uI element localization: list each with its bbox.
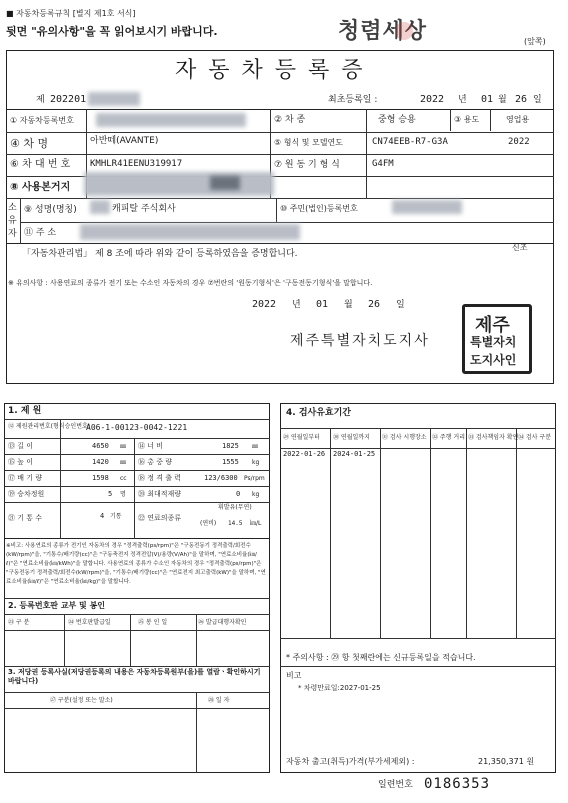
length-value: 4650: [92, 442, 109, 450]
load-unit: kg: [252, 491, 260, 498]
fuel-label: ㉒ 연료의종류: [138, 514, 182, 522]
length-label: ⑬ 길 이: [8, 442, 33, 450]
plate-section-title: 2. 등록번호판 교부 및 봉인: [8, 601, 106, 610]
certificate-no-value: 202201: [50, 94, 87, 105]
specs-section-title: 1. 제 원: [8, 406, 42, 416]
spec-no-value: A06-1-00123-0042-1221: [86, 423, 188, 432]
price-value: 21,350,371 원: [478, 757, 535, 766]
width-unit: ㎜: [252, 443, 259, 450]
reg-no-label: ① 자동차등록번호: [10, 116, 74, 125]
engine-label: ⑦ 원 동 기 형 식: [274, 160, 340, 170]
plate-col-category: ㉓ 구 분: [8, 619, 30, 626]
displacement-unit: cc: [120, 475, 127, 482]
first-reg-year: 2022: [420, 94, 445, 105]
inspection-section-title: 4. 검사유효기간: [286, 408, 351, 418]
width-value: 1825: [222, 442, 239, 450]
plate-col-seal-date: ㉕ 봉 인 일: [138, 619, 168, 626]
insp-col-type: ㉞ 검사 구분: [518, 434, 551, 441]
redacted-reg-no: [96, 113, 246, 127]
remarks-label: 비고: [286, 671, 302, 680]
price-label: 자동차 출고(취득)가격(부가세제외) :: [286, 757, 415, 766]
specs-note: ※비고: 사용연료의 종류가 전기인 자동차의 경우 "정격출력(ps/rpm)"은 "구동전동기 정격출력/회전수(kW/rpm)"을, "기통수/배기량(cc)"은 "구동축전지 정격전압(V)/용량(V/Ah)"을 말하며, "연료소비율(㎞/ℓ)"은 "연료소비율(㎞/kWh)"을 말합니다. 사용연료의 종류가 수소인 자동차의 경우 "정격출력(ps/rpm)"은 "구동전동기 정격출력/회전수(kW/rpm)"을, "기통수/배기량(cc)"은 "연료전지 최고출력(kW)"을 말하며, "연료소비율(㎞/ℓ)"은 "연료소비율(㎞/kg)"을 말합니다.: [6, 543, 266, 585]
vin-label: ⑥ 차 대 번 호: [10, 159, 71, 170]
base-label: ⑧ 사용본거지: [10, 182, 71, 193]
type-label: ② 차 종: [274, 115, 306, 125]
power-value: 123/6300: [204, 474, 238, 482]
inspection-form: [280, 403, 556, 773]
redacted-owner-prefix: [90, 200, 110, 214]
insp-col-mileage: ㉜ 주행 거리: [432, 434, 465, 441]
mortgage-col-type: ㉗ 구분(설정 또는 말소): [50, 697, 113, 704]
use-value: 영업용: [506, 115, 530, 124]
height-label: ⑮ 높 이: [8, 458, 33, 466]
address-label: ⑪ 주 소: [24, 228, 57, 238]
front-caution: ※ 유의사항 : 사용연료의 종류가 전기 또는 수소인 자동차의 경우 ⑦번란의 '원동기형식'은 '구동전동기형식'을 말합니다.: [8, 279, 373, 287]
rrn-label: ⑩ 주민(법인)등록번호: [280, 204, 358, 213]
height-unit: ㎜: [120, 459, 127, 466]
model-value: CN74EEB-R7-G3A: [372, 137, 448, 147]
certify-statement: 「자동차관리법」 제 8 조에 따라 위와 같이 등록하였음을 증명합니다.: [22, 249, 298, 259]
seats-unit: 명: [120, 491, 126, 498]
certificate-no-label: 제: [36, 95, 45, 105]
efficiency-value: 14.5: [228, 520, 243, 527]
issue-day-unit: 일: [396, 300, 405, 310]
first-reg-month: 01: [481, 94, 494, 105]
efficiency-label: (연비): [200, 520, 217, 527]
type-value: 중형 승용: [378, 115, 416, 125]
name-value: 아반떼(AVANTE): [90, 136, 159, 146]
redacted-certificate-no: [88, 92, 140, 106]
name-label: ④ 차 명: [10, 137, 49, 150]
insp-col-to: ㉚ 연월일까지: [333, 434, 370, 441]
use-label: ③ 용도: [454, 115, 480, 124]
brand-emblem-icon: [395, 22, 413, 40]
seats-value: 5: [108, 490, 113, 498]
redacted-rrn: [392, 200, 462, 214]
plate-col-issue-date: ㉔ 번호판발급일: [68, 619, 111, 626]
issue-month: 01: [316, 299, 329, 310]
displacement-value: 1598: [92, 474, 109, 482]
regulation-text: ■ 자동차등록규칙 [별지 제1호 서식]: [6, 9, 136, 18]
load-value: 0: [236, 490, 241, 498]
efficiency-unit: ㎞/L: [250, 520, 262, 527]
first-reg-label: 최초등록일 :: [328, 95, 378, 105]
model-year: 2022: [508, 137, 530, 147]
mortgage-col-date: ㉘ 일 자: [208, 697, 230, 704]
front-page-marker: (앞쪽): [524, 37, 546, 46]
redacted-base-dark: [210, 176, 240, 190]
load-label: ⑳ 최대적재량: [138, 490, 182, 498]
first-reg-day-unit: 일: [533, 95, 542, 105]
owner-name-value: 캐피탈 주식회사: [112, 204, 176, 214]
notice-text: 뒷면 "유의사항"을 꼭 읽어보시기 바랍니다.: [6, 25, 218, 38]
weight-label: ⑯ 총 중 량: [138, 458, 172, 466]
power-unit: Ps/rpm: [244, 475, 265, 482]
official-seal: 제주 특별자치 도지사인: [462, 304, 532, 374]
mortgage-section-title: 3. 저당권 등록사실(저당권등록의 내용은 자동차등록원부(을)를 열람ㆍ확인하시기 바랍니다): [8, 668, 261, 685]
first-reg-day: 26: [515, 94, 528, 105]
redacted-address: [80, 224, 300, 240]
insp-row1-from: 2022-01-26: [283, 450, 326, 458]
engine-value: G4FM: [372, 159, 394, 169]
fuel-value: 휘발유(무연): [218, 504, 252, 511]
plate-col-agent-confirm: ㉖ 발급대행자확인: [198, 619, 247, 626]
issue-month-unit: 월: [344, 300, 353, 310]
issue-year: 2022: [252, 299, 277, 310]
first-reg-month-unit: 월: [498, 95, 507, 105]
cylinders-value: 4: [100, 512, 105, 520]
serial-label: 일련번호: [378, 780, 413, 790]
inspection-caution: * 주의사항 : ㉙ 항 첫째란에는 신규등록일을 적습니다.: [286, 653, 476, 662]
document-title: 자동차등록증: [175, 58, 375, 83]
redacted-base: [84, 172, 274, 196]
spec-no-label: ⑫ 제원관리번호(형식승인번호): [8, 423, 91, 430]
brand-logo: 청렴세상: [338, 18, 428, 44]
weight-unit: kg: [252, 459, 260, 466]
serial-value: 0186353: [424, 776, 491, 792]
seats-label: ⑲ 승차정원: [8, 490, 45, 498]
width-label: ⑭ 너 비: [138, 442, 163, 450]
insp-col-place: ㉛ 검사 시행장소: [382, 434, 427, 441]
owner-group-label: 소유자: [8, 203, 17, 239]
owner-name-label: ⑨ 성명(명칭): [24, 205, 77, 215]
insp-col-from: ㉙ 연월일부터: [283, 434, 320, 441]
insp-col-inspector: ㉝ 검사책임자 확인: [468, 434, 519, 441]
issue-year-unit: 년: [292, 300, 301, 310]
length-unit: ㎜: [120, 443, 127, 450]
power-label: ⑱ 정 격 출 력: [138, 474, 181, 482]
remarks-value: * 차령만료일:2027-01-25: [298, 684, 381, 692]
issuer-name: 제주특별자치도지사: [290, 333, 430, 349]
cylinders-unit: 기통: [110, 513, 122, 520]
height-value: 1420: [92, 458, 109, 466]
displacement-label: ⑰ 배 기 량: [8, 474, 42, 482]
new-reg-mark: 신조: [512, 243, 528, 252]
insp-row1-to: 2024-01-25: [333, 450, 376, 458]
cylinders-label: ㉑ 기 통 수: [8, 514, 42, 522]
model-label: ⑤ 형식 및 모델연도: [274, 138, 343, 147]
vin-value: KMHLR41EENU319917: [90, 159, 183, 169]
weight-value: 1555: [222, 458, 239, 466]
issue-day: 26: [368, 299, 381, 310]
first-reg-year-unit: 년: [458, 95, 467, 105]
